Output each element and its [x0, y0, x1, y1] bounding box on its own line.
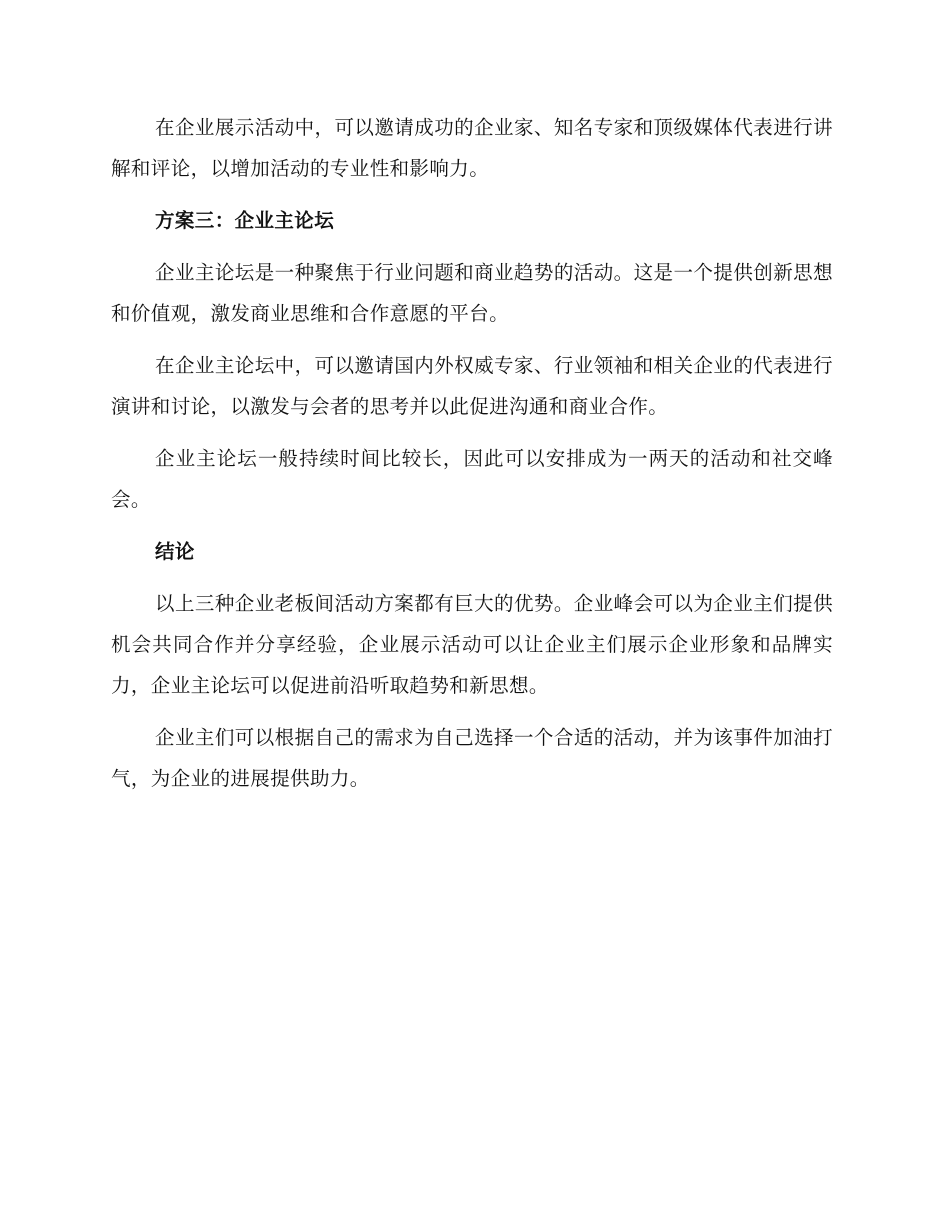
- paragraph-conclusion-choice: 企业主们可以根据自己的需求为自己选择一个合适的活动，并为该事件加油打气，为企业的进展提供助力。: [111, 726, 833, 790]
- paragraph-forum-duration: 企业主论坛一般持续时间比较长，因此可以安排成为一两天的活动和社交峰会。: [111, 447, 833, 511]
- document-body: [111, 107, 833, 810]
- paragraph-forum-intro: 企业主论坛是一种聚焦于行业问题和商业趋势的活动。这是一个提供创新思想和价值观，激发商业思维和合作意愿的平台。: [111, 261, 833, 325]
- heading-plan-three: 方案三：企业主论坛: [155, 209, 335, 232]
- paragraph-forum-speakers: 在企业主论坛中，可以邀请国内外权威专家、行业领袖和相关企业的代表进行演讲和讨论，以激发与会者的思考并以此促进沟通和商业合作。: [111, 354, 833, 418]
- paragraph-exhibition-speakers: 在企业展示活动中，可以邀请成功的企业家、知名专家和顶级媒体代表进行讲解和评论，以增加活动的专业性和影响力。: [111, 116, 833, 180]
- paragraph-conclusion-advantages: 以上三种企业老板间活动方案都有巨大的优势。企业峰会可以为企业主们提供机会共同合作并分享经验，企业展示活动可以让企业主们展示企业形象和品牌实力，企业主论坛可以促进前沿听取趋势和新思想。: [111, 592, 833, 697]
- heading-conclusion: 结论: [155, 540, 195, 563]
